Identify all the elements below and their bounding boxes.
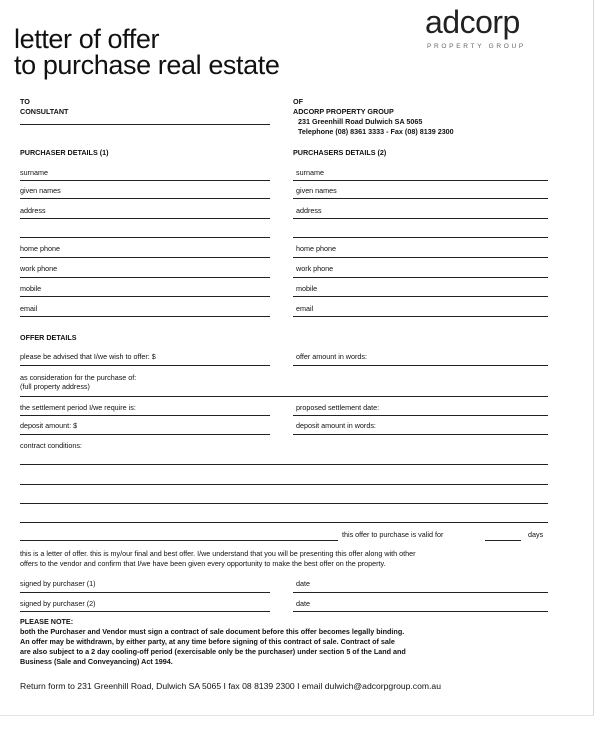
contract-conditions-field-1[interactable] <box>20 464 548 465</box>
validity-lead-line[interactable] <box>20 540 338 541</box>
deposit-amount-label: deposit amount: $ <box>20 421 78 430</box>
purchaser1-given-names-field[interactable] <box>20 198 270 199</box>
purchaser1-given-names-label: given names <box>20 186 61 195</box>
purchaser1-email-label: email <box>20 304 38 313</box>
offer-statement <box>20 549 580 569</box>
offer-statement-line2: offers to the vendor and confirm that I/we have been given every opportunity to make the best offer on the property. <box>20 559 386 568</box>
to-label: TO <box>20 97 30 106</box>
purchaser1-address-label: address <box>20 206 46 215</box>
purchaser2-heading: PURCHASERS DETAILS (2) <box>293 148 387 157</box>
deposit-amount-words-label: deposit amount in words: <box>296 421 376 430</box>
company-address: 231 Greenhill Road Dulwich SA 5065 <box>298 117 423 126</box>
purchaser2-surname-label: surname <box>296 168 324 177</box>
purchaser1-work-phone-field[interactable] <box>20 277 270 278</box>
return-form-footer: Return form to 231 Greenhill Road, Dulwich SA 5065 I fax 08 8139 2300 I email dulwich@adcorpgroup.com.au <box>20 681 441 691</box>
deposit-amount-words-field[interactable] <box>293 434 548 435</box>
please-note-line1: both the Purchaser and Vendor must sign a contract of sale document before this offer becomes legally binding. <box>20 627 405 636</box>
settlement-period-label: the settlement period I/we require is: <box>20 403 136 412</box>
please-note-heading: PLEASE NOTE: <box>20 617 74 626</box>
deposit-amount-field[interactable] <box>20 434 270 435</box>
purchaser1-work-phone-label: work phone <box>20 264 58 273</box>
doc-title-line2: to purchase real estate <box>14 50 280 80</box>
offer-amount-label: please be advised that I/we wish to offer: $ <box>20 352 156 361</box>
please-note-line2: An offer may be withdrawn, by either party, at any time before signing of this contract of sale. Contract of sale <box>20 637 395 646</box>
offer-amount-words-field[interactable] <box>293 365 548 366</box>
company-telephone: Telephone (08) 8361 3333 - Fax (08) 8139 2300 <box>298 127 454 136</box>
contract-conditions-field-4[interactable] <box>20 522 548 523</box>
days-label: days <box>528 530 544 539</box>
offer-amount-field[interactable] <box>20 365 270 366</box>
contract-conditions-field-2[interactable] <box>20 484 548 485</box>
purchaser2-given-names-field[interactable] <box>293 198 548 199</box>
purchaser2-surname-field[interactable] <box>293 180 548 181</box>
purchaser2-mobile-field[interactable] <box>293 296 548 297</box>
purchaser1-email-field[interactable] <box>20 316 270 317</box>
contract-conditions-label: contract conditions: <box>20 441 82 450</box>
consideration-label: as consideration for the purchase of: <box>20 373 137 382</box>
signed-purchaser2-label: signed by purchaser (2) <box>20 599 96 608</box>
signed-purchaser1-field[interactable] <box>20 592 270 593</box>
purchaser1-mobile-field[interactable] <box>20 296 270 297</box>
offer-statement-line1: this is a letter of offer. this is my/our final and best offer. I/we understand that you will be presenting this offer along with other <box>20 549 416 558</box>
contract-conditions-field-3[interactable] <box>20 503 548 504</box>
date1-label: date <box>296 579 310 588</box>
purchaser2-email-label: email <box>296 304 314 313</box>
signed-purchaser1-label: signed by purchaser (1) <box>20 579 96 588</box>
date2-label: date <box>296 599 310 608</box>
company-tagline: PROPERTY GROUP <box>427 43 526 50</box>
purchaser2-address-label: address <box>296 206 322 215</box>
purchaser2-mobile-label: mobile <box>296 284 318 293</box>
date1-field[interactable] <box>293 592 548 593</box>
consultant-field[interactable] <box>20 124 270 125</box>
purchaser2-address-field-2[interactable] <box>293 237 548 238</box>
purchaser1-surname-label: surname <box>20 168 48 177</box>
property-address-field[interactable] <box>20 396 548 397</box>
purchaser1-mobile-label: mobile <box>20 284 42 293</box>
page-edge-right <box>593 0 594 715</box>
settlement-period-field[interactable] <box>20 415 270 416</box>
purchaser1-home-phone-label: home phone <box>20 244 60 253</box>
consultant-label: CONSULTANT <box>20 107 69 116</box>
purchaser1-surname-field[interactable] <box>20 180 270 181</box>
purchaser1-address-field[interactable] <box>20 218 270 219</box>
proposed-settlement-date-field[interactable] <box>293 415 548 416</box>
purchaser1-heading: PURCHASER DETAILS (1) <box>20 148 109 157</box>
company-name: ADCORP PROPERTY GROUP <box>293 107 394 116</box>
purchaser2-home-phone-label: home phone <box>296 244 336 253</box>
please-note-block <box>20 617 580 667</box>
purchaser1-address-field-2[interactable] <box>20 237 270 238</box>
of-label: OF <box>293 97 303 106</box>
please-note-line3: are also subject to a 2 day cooling-off period (exercisable only be the purchaser) under section 5 of the Land and <box>20 647 406 656</box>
purchaser2-address-field[interactable] <box>293 218 548 219</box>
purchaser2-work-phone-label: work phone <box>296 264 334 273</box>
purchaser1-home-phone-field[interactable] <box>20 257 270 258</box>
offer-details-heading: OFFER DETAILS <box>20 333 77 342</box>
date2-field[interactable] <box>293 611 548 612</box>
please-note-line4: Business (Sale and Conveyancing) Act 1994. <box>20 657 173 666</box>
purchaser2-work-phone-field[interactable] <box>293 277 548 278</box>
signed-purchaser2-field[interactable] <box>20 611 270 612</box>
offer-amount-words-label: offer amount in words: <box>296 352 367 361</box>
purchaser2-given-names-label: given names <box>296 186 337 195</box>
purchaser2-home-phone-field[interactable] <box>293 257 548 258</box>
doc-title-line1: letter of offer <box>14 24 160 54</box>
purchaser2-email-field[interactable] <box>293 316 548 317</box>
company-logo: adcorp <box>425 4 520 40</box>
proposed-settlement-date-label: proposed settlement date: <box>296 403 380 412</box>
offer-valid-label: this offer to purchase is valid for <box>342 530 444 539</box>
page-edge-bottom <box>0 715 594 716</box>
offer-valid-days-field[interactable] <box>485 540 521 541</box>
property-address-label: (full property address) <box>20 382 90 391</box>
